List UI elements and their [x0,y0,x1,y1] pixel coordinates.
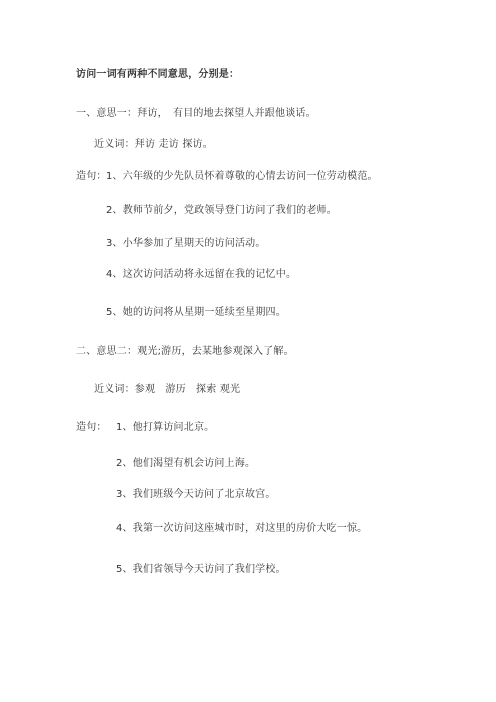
meaning1-example-4: 4、这次访问活动将永远留在我的记忆中。 [106,269,297,280]
meaning2-example-3: 3、我们班级今天访问了北京故宫。 [116,489,276,500]
meaning2-example-1: 1、他打算访问北京。 [116,422,215,433]
meaning2-example-2: 2、他们渴望有机会访问上海。 [116,458,256,469]
meaning1-example-1: 1、六年级的少先队员怀着尊敬的心情去访问一位劳动模范。 [106,171,378,182]
meaning1-example-5: 5、她的访问将从星期一延续至星期四。 [106,307,286,318]
meaning2-examples-label: 造句： [76,422,107,433]
meaning2-heading: 二、意思二：观光;游历，去某地参观深入了解。 [76,346,294,357]
meaning1-examples-label: 造句： [76,171,107,182]
meaning2-example-5: 5、我们省领导今天访问了我们学校。 [116,564,286,575]
meaning1-synonyms: 近义词：拜访 走访 探访。 [94,139,213,150]
meaning1-example-2: 2、教师节前夕，党政领导登门访问了我们的老师。 [106,205,337,216]
meaning2-synonyms: 近义词：参观 游历 探索 观光 [94,384,241,395]
meaning1-example-3: 3、小华参加了星期天的访问活动。 [106,238,266,249]
meaning2-example-4: 4、我第一次访问这座城市时，对这里的房价大吃一惊。 [116,523,368,534]
document-title: 访问一词有两种不同意思，分别是： [76,69,240,80]
meaning1-heading: 一、意思一：拜访， 有目的地去探望人并跟他谈话。 [76,108,316,119]
